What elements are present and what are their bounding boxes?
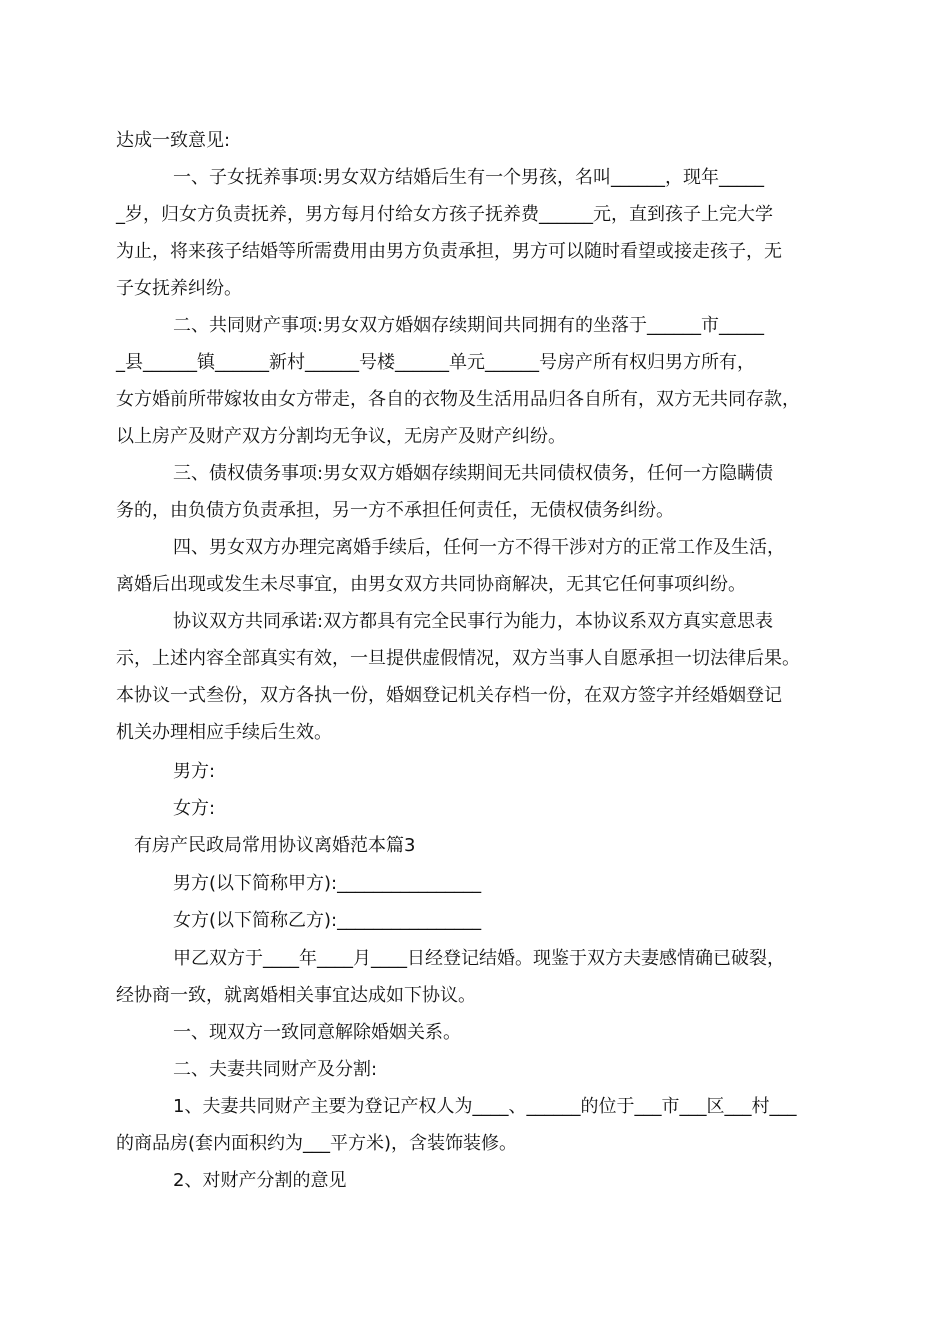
text-line: 二、共同财产事项:男女双方婚姻存续期间共同拥有的坐落于______市_____: [173, 315, 765, 336]
text-line: 示，上述内容全部真实有效，一旦提供虚假情况，双方当事人自愿承担一切法律后果。: [116, 648, 800, 669]
text-line: 一、现双方一致同意解除婚姻关系。: [173, 1022, 461, 1043]
text-line: 女方婚前所带嫁妆由女方带走，各自的衣物及生活用品归各自所有，双方无共同存款，: [116, 389, 800, 410]
text-line: 以上房产及财产双方分割均无争议，无房产及财产纠纷。: [116, 426, 566, 447]
text-line: 男方(以下简称甲方):________________: [173, 873, 482, 894]
text-line: 达成一致意见:: [116, 130, 231, 151]
text-line: 女方:: [173, 798, 216, 819]
text-line: 子女抚养纠纷。: [116, 278, 242, 299]
text-line: 四、男女双方办理完离婚手续后，任何一方不得干涉对方的正常工作及生活，: [173, 537, 785, 558]
text-line: 协议双方共同承诺:双方都具有完全民事行为能力，本协议系双方真实意思表: [173, 611, 774, 632]
text-line: 一、子女抚养事项:男女双方结婚后生有一个男孩，名叫______，现年_____: [173, 167, 765, 188]
text-line: 1、夫妻共同财产主要为登记产权人为____、______的位于___市___区___村___: [173, 1096, 797, 1117]
text-line: 离婚后出现或发生未尽事宜，由男女双方共同协商解决，无其它任何事项纠纷。: [116, 574, 746, 595]
text-line: 为止，将来孩子结婚等所需费用由男方负责承担，男方可以随时看望或接走孩子，无: [116, 241, 782, 262]
text-line: 2、对财产分割的意见: [173, 1170, 347, 1191]
text-line: 甲乙双方于____年____月____日经登记结婚。现鉴于双方夫妻感情确已破裂，: [173, 948, 785, 969]
section-title: 有房产民政局常用协议离婚范本篇3: [134, 835, 416, 856]
text-line: 机关办理相应手续后生效。: [116, 722, 332, 743]
text-line: 二、夫妻共同财产及分割:: [173, 1059, 378, 1080]
text-line: 男方:: [173, 761, 216, 782]
text-line: 经协商一致，就离婚相关事宜达成如下协议。: [116, 985, 476, 1006]
text-line: 务的，由负债方负责承担，另一方不承担任何责任，无债权债务纠纷。: [116, 500, 674, 521]
text-line: 的商品房(套内面积约为___平方米)，含装饰装修。: [116, 1133, 518, 1154]
text-line: 三、债权债务事项:男女双方婚姻存续期间无共同债权债务，任何一方隐瞒债: [173, 463, 774, 484]
text-line: 本协议一式叁份，双方各执一份，婚姻登记机关存档一份，在双方签字并经婚姻登记: [116, 685, 782, 706]
text-line: 女方(以下简称乙方):________________: [173, 910, 482, 931]
text-line: _县______镇______新村______号楼______单元______号房产所有权归男方所有，: [116, 352, 755, 373]
text-line: _岁，归女方负责抚养，男方每月付给女方孩子抚养费______元，直到孩子上完大学: [116, 204, 773, 225]
